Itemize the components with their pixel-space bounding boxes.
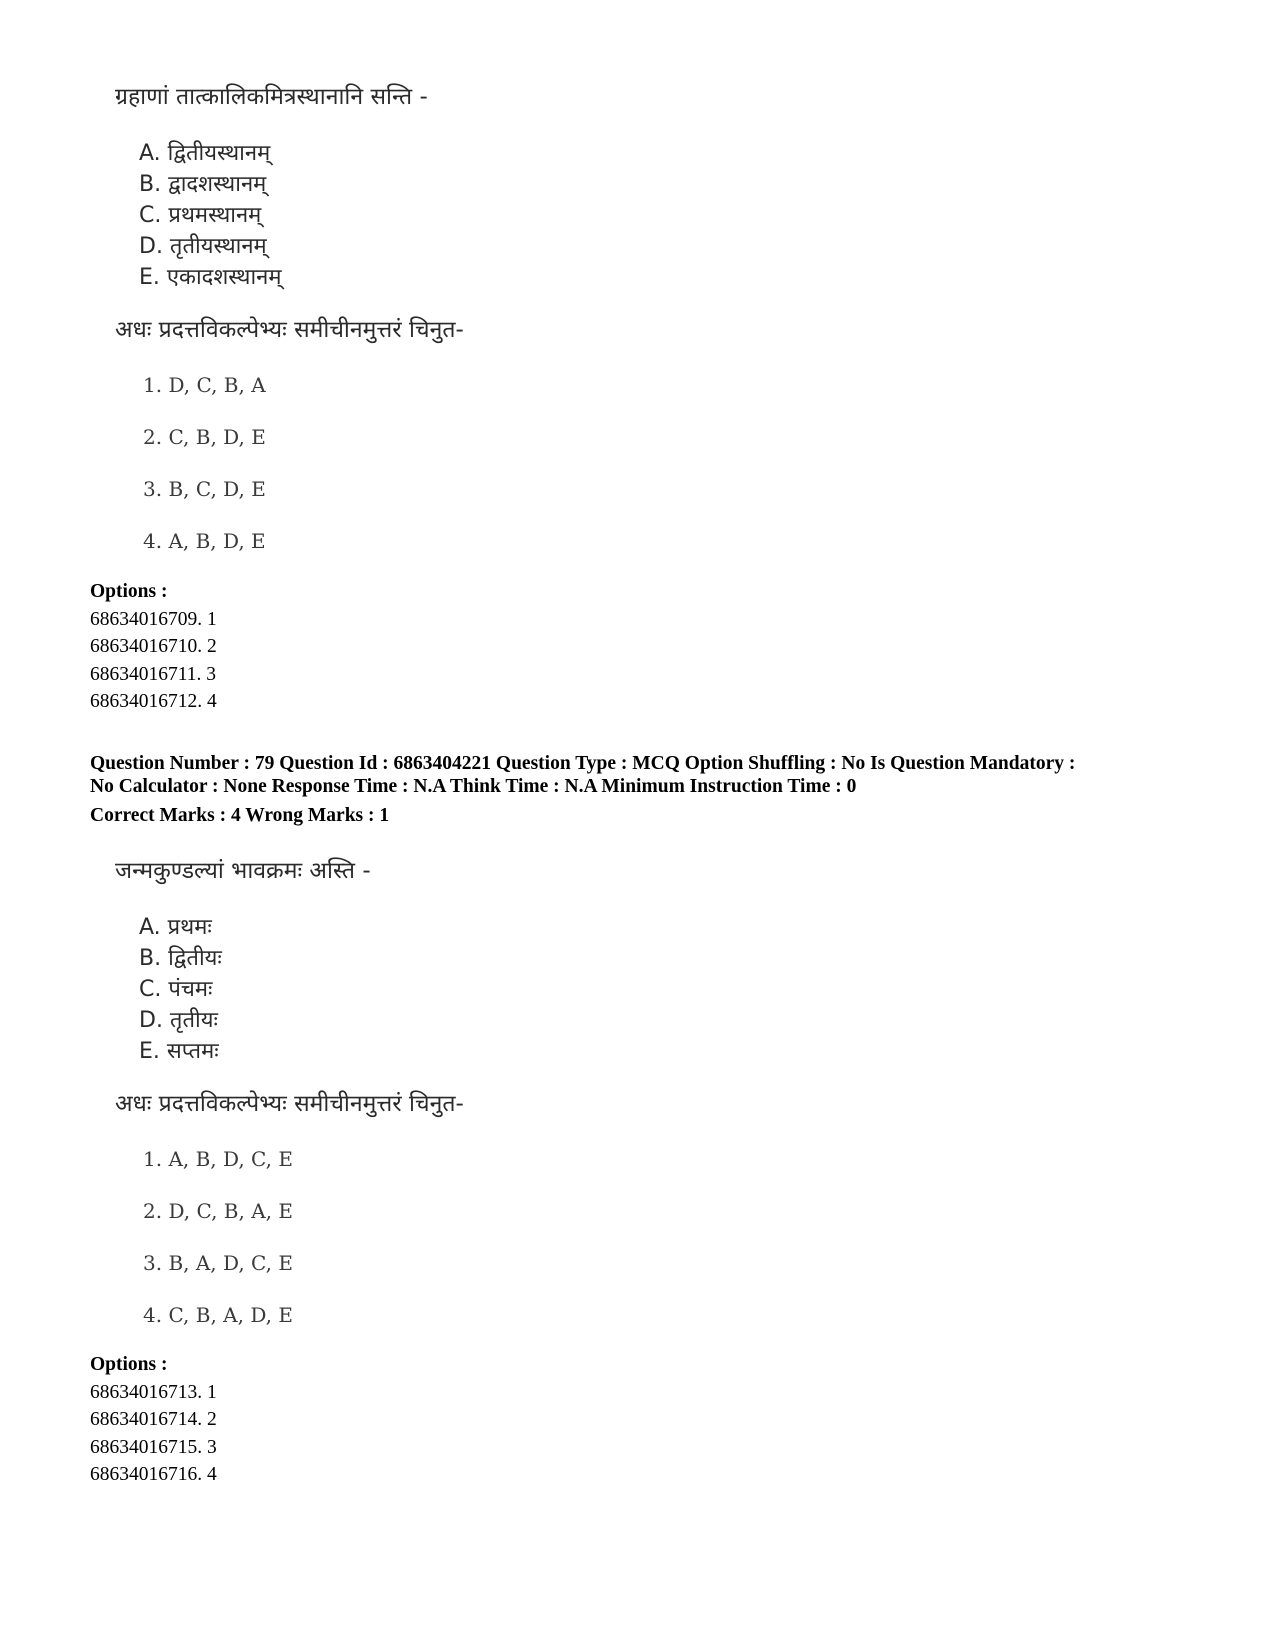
options-title: Options :: [90, 1354, 168, 1375]
statement-item: B. द्वितीयः: [139, 946, 222, 971]
question-79-statement-list: [139, 912, 464, 1067]
statement-item: E. सप्तमः: [139, 1039, 219, 1064]
question-79-options: [90, 1351, 1190, 1489]
statement-item: D. तृतीयस्थानम्: [139, 234, 267, 259]
question-78-instruction: अधः प्रदत्तविकल्पेभ्यः समीचीनमुत्तरं चिनुत-: [115, 317, 464, 343]
choice-item: 1. D, C, B, A: [143, 373, 266, 397]
question-78-choice-list: [143, 373, 464, 553]
question-79-header-line-1: Question Number : 79 Question Id : 6863404221 Question Type : MCQ Option Shuffling : No Is Question Mandatory :: [90, 753, 1076, 774]
statement-item: C. पंचमः: [139, 977, 213, 1002]
statement-item: D. तृतीयः: [139, 1008, 218, 1033]
option-id-row: 68634016716. 4: [90, 1464, 217, 1486]
choice-item: 2. C, B, D, E: [143, 425, 266, 449]
question-79-image: [115, 856, 464, 1355]
statement-item: B. द्वादशस्थानम्: [139, 172, 267, 197]
statement-item: C. प्रथमस्थानम्: [139, 203, 262, 228]
option-id-row: 68634016712. 4: [90, 691, 217, 713]
option-id-row: 68634016711. 3: [90, 663, 217, 685]
question-79-choice-list: [143, 1147, 464, 1327]
question-78-statement-list: [139, 138, 464, 293]
statement-item: E. एकादशस्थानम्: [139, 265, 282, 290]
choice-item: 4. A, B, D, E: [143, 529, 266, 553]
question-78-image: [115, 82, 464, 581]
question-79-stem: जन्मकुण्डल्यां भावक्रमः अस्ति -: [115, 858, 371, 884]
question-79-marks: Correct Marks : 4 Wrong Marks : 1: [90, 805, 390, 826]
question-78-options: [90, 578, 1190, 716]
question-78-stem: ग्रहाणां तात्कालिकमित्रस्थानानि सन्ति -: [115, 84, 428, 110]
option-id-row: 68634016714. 2: [90, 1409, 217, 1431]
choice-item: 3. B, C, D, E: [143, 477, 266, 501]
option-id-row: 68634016709. 1: [90, 608, 217, 630]
question-79-header-line-2: No Calculator : None Response Time : N.A Think Time : N.A Minimum Instruction Time : 0: [90, 776, 857, 797]
option-id-row: 68634016713. 1: [90, 1381, 217, 1403]
choice-item: 3. B, A, D, C, E: [143, 1251, 293, 1275]
question-79-header: [90, 752, 1190, 827]
option-id-row: 68634016715. 3: [90, 1436, 217, 1458]
question-79-instruction: अधः प्रदत्तविकल्पेभ्यः समीचीनमुत्तरं चिनुत-: [115, 1091, 464, 1117]
choice-item: 4. C, B, A, D, E: [143, 1303, 293, 1327]
choice-item: 1. A, B, D, C, E: [143, 1147, 293, 1171]
choice-item: 2. D, C, B, A, E: [143, 1199, 293, 1223]
options-title: Options :: [90, 581, 168, 602]
option-id-row: 68634016710. 2: [90, 636, 217, 658]
statement-item: A. द्वितीयस्थानम्: [139, 141, 271, 166]
statement-item: A. प्रथमः: [139, 915, 212, 940]
